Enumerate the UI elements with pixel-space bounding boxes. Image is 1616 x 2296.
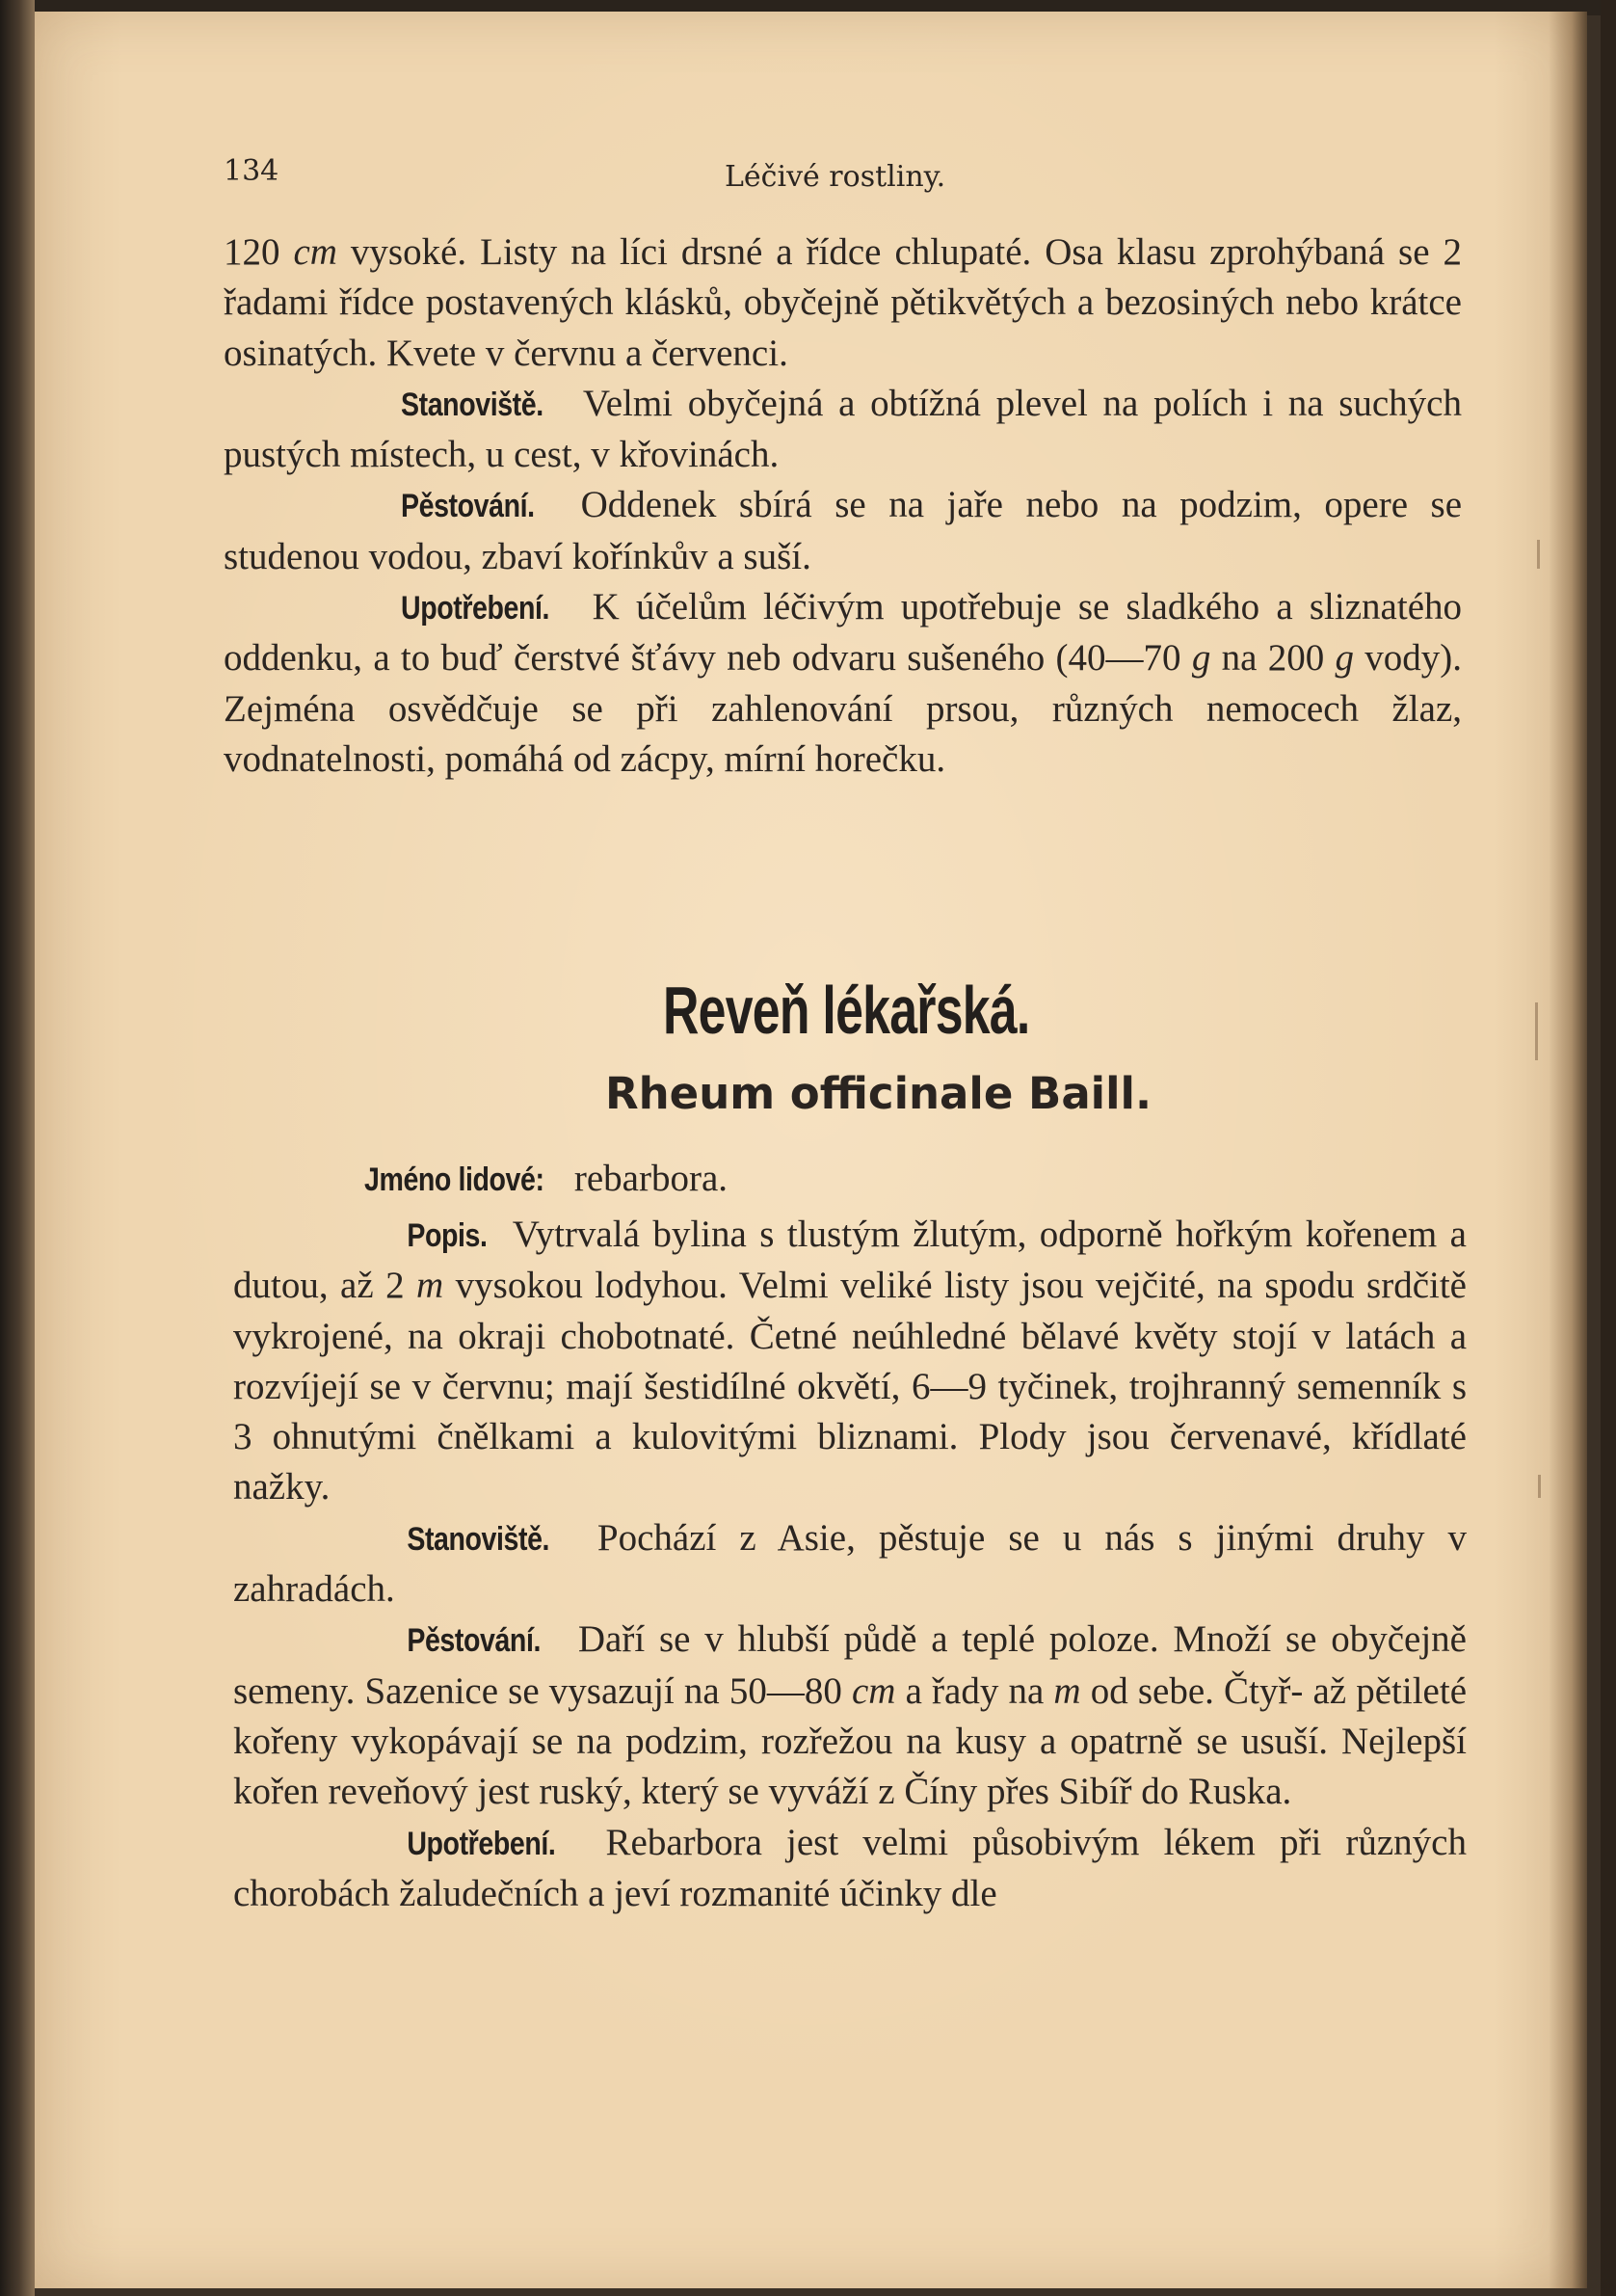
text-run: na 200 [1210, 637, 1336, 680]
paragraph-habitat [224, 379, 1462, 481]
unit-text: cm [851, 1669, 896, 1712]
paragraph-habitat [233, 1513, 1467, 1615]
paragraph-cultivation [233, 1615, 1467, 1817]
text-run: Velmi obyčejná a obtížná plevel na polích i na suchých pustých místech, u cest, v křovinách. [224, 382, 1462, 476]
text-run: Oddenek sbírá se na jaře nebo na podzim, opere se studenou vodou, zbaví kořínkův a suší. [224, 484, 1462, 577]
unit-text: m [416, 1265, 444, 1307]
running-title: Léčivé rostliny. [725, 160, 946, 194]
entry-text [233, 1210, 1467, 1919]
page-header [224, 154, 1476, 193]
text-run: Pochází z Asie, pěstuje se u nás s jinými druhy v zahradách. [233, 1516, 1467, 1611]
paragraph-use [224, 582, 1462, 785]
previous-entry-text [224, 227, 1462, 785]
paragraph-description [233, 1210, 1467, 1513]
entry-latin-name: Rheum officinale Baill. [605, 1068, 1152, 1119]
margin-mark [1537, 540, 1540, 569]
margin-mark [1535, 1002, 1538, 1060]
entry-title: Reveň lékařská. [663, 973, 1030, 1048]
unit-text: m [1053, 1669, 1081, 1712]
unit-text: cm [293, 231, 337, 273]
page-spine-shadow [1549, 12, 1587, 2288]
text-run: rebarbora. [565, 1158, 729, 1199]
paragraph-use [233, 1818, 1467, 1920]
text-run: Daří se v hlubší půdě a teplé poloze. Množí se obyčejně semeny. Sazenice se vysazují na 50—80 [233, 1618, 1467, 1712]
paragraph-description-continued [224, 227, 1462, 379]
section-label-habitat: Stanoviště. [401, 386, 543, 423]
folk-name-line [364, 1157, 1232, 1200]
scan-edge-right [1601, 0, 1616, 2296]
text-run: K účelům léčivým upotřebuje se sladkého a sliznatého oddenku, a to buď čerstvé šťávy neb odvaru sušeného (40—70 [224, 586, 1462, 680]
paragraph-cultivation [224, 480, 1462, 582]
margin-mark [1538, 1475, 1541, 1498]
text-run: 120 [224, 231, 294, 273]
section-label-use: Upotřebení. [407, 1825, 556, 1862]
section-label-use: Upotřebení. [401, 590, 550, 627]
unit-text: g [1335, 637, 1354, 680]
section-label-cultivation: Pěstování. [401, 488, 535, 525]
text-run: Vytrvalá bylina s tlustým žlutým, odporně hořkým kořenem a dutou, až 2 [233, 1214, 1467, 1307]
text-run: od sebe. Čtyř- až pětileté kořeny vykopávají se na podzim, rozřežou na kusy a opatrně se usuší. Nejlepší kořen reveňový jest ruský, který se vyváží z Číny přes Sibíř do Ruska. [233, 1669, 1468, 1813]
section-label-folk-name: Jméno lidové: [364, 1161, 544, 1198]
section-label-description: Popis. [407, 1217, 488, 1254]
text-run: vody). Zejména osvědčuje se při zahlenování prsou, různých nemocech žlaz, vodnatelnosti, pomáhá od zácpy, mírní horečku. [224, 637, 1462, 780]
text-run: vysoké. Listy na líci drsné a řídce chlupaté. Osa klasu zprohýbaná se 2 řadami řídce postavených klásků, obyčejně pětikvětých a bezosiných nebo krátce osinatých. Kvete v červnu a červenci. [224, 231, 1462, 374]
scan-edge-left [0, 0, 35, 2296]
text-run: vysokou lodyhou. Velmi veliké listy jsou vejčité, na spodu srdčitě vykrojené, na okraji chobotnaté. Četné neúhledné bělavé květy stojí v latách a rozvíjejí se v červnu; mají šestidílné okvětí, 6—9 tyčinek, trojhranný semenník s 3 ohnutými čnělkami a kulovitými bliznami. Plody jsou červenavé, křídlaté nažky. [233, 1265, 1467, 1508]
section-label-habitat: Stanoviště. [407, 1520, 550, 1558]
unit-text: g [1191, 637, 1211, 680]
section-label-cultivation: Pěstování. [407, 1622, 541, 1660]
text-run: Rebarbora jest velmi působivým lékem při různých chorobách žaludečních a jeví rozmanité účinky dle [233, 1821, 1467, 1914]
text-run: a řady na [895, 1669, 1054, 1712]
page-number: 134 [224, 154, 279, 188]
